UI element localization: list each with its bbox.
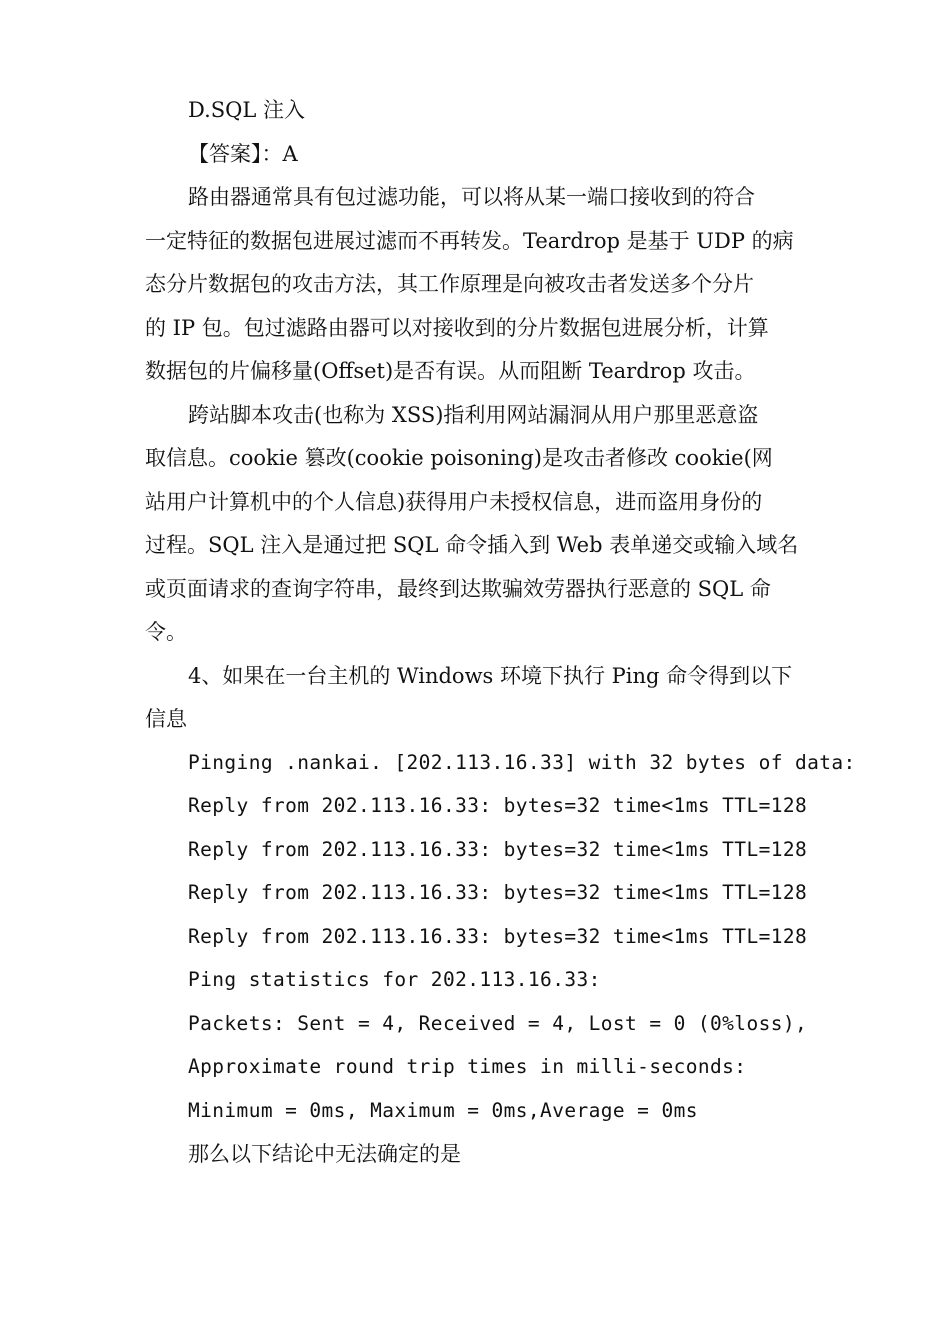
- ping-round-trip-title: Approximate round trip times in milli-seconds:: [188, 1055, 747, 1078]
- ping-output-header: Pinging .nankai. [202.113.16.33] with 32 bytes of data:: [188, 751, 856, 774]
- question-4-line-2: 信息: [145, 707, 187, 731]
- paragraph-1-line-2: 一定特征的数据包进展过滤而不再转发。Teardrop 是基于 UDP 的病: [145, 229, 794, 253]
- paragraph-1-line-4: 的 IP 包。包过滤路由器可以对接收到的分片数据包进展分析，计算: [145, 316, 769, 340]
- paragraph-1-line-3: 态分片数据包的攻击方法，其工作原理是向被攻击者发送多个分片: [145, 272, 754, 296]
- paragraph-2-line-1: 跨站脚本攻击(也称为 XSS)指利用网站漏洞从用户那里恶意盗: [188, 403, 759, 427]
- ping-packets: Packets: Sent = 4, Received = 4, Lost = 0 (0%loss),: [188, 1012, 808, 1035]
- ping-reply-4: Reply from 202.113.16.33: bytes=32 time<1ms TTL=128: [188, 925, 808, 948]
- option-d-text: D.SQL 注入: [188, 98, 305, 122]
- paragraph-2-line-2: 取信息。cookie 篡改(cookie poisoning)是攻击者修改 cookie(网: [145, 446, 773, 470]
- paragraph-1-line-5: 数据包的片偏移量(Offset)是否有误。从而阻断 Teardrop 攻击。: [145, 359, 756, 383]
- ping-reply-2: Reply from 202.113.16.33: bytes=32 time<1ms TTL=128: [188, 838, 808, 861]
- question-4-line-1: 4、如果在一台主机的 Windows 环境下执行 Ping 命令得到以下: [188, 664, 793, 688]
- ping-reply-3: Reply from 202.113.16.33: bytes=32 time<1ms TTL=128: [188, 881, 808, 904]
- paragraph-2-line-6: 令。: [145, 620, 187, 644]
- ping-round-trip-values: Minimum = 0ms, Maximum = 0ms,Average = 0ms: [188, 1099, 698, 1122]
- answer-label: 【答案】：A: [188, 142, 298, 166]
- ping-statistics: Ping statistics for 202.113.16.33:: [188, 968, 601, 991]
- paragraph-2-line-4: 过程。SQL 注入是通过把 SQL 命令插入到 Web 表单递交或输入域名: [145, 533, 799, 557]
- ping-reply-1: Reply from 202.113.16.33: bytes=32 time<1ms TTL=128: [188, 794, 808, 817]
- paragraph-1-line-1: 路由器通常具有包过滤功能，可以将从某一端口接收到的符合: [188, 185, 755, 209]
- question-4-prompt: 那么以下结论中无法确定的是: [188, 1142, 461, 1166]
- paragraph-2-line-3: 站用户计算机中的个人信息)获得用户未授权信息，进而盗用身份的: [145, 490, 763, 514]
- paragraph-2-line-5: 或页面请求的查询字符串，最终到达欺骗效劳器执行恶意的 SQL 命: [145, 577, 771, 601]
